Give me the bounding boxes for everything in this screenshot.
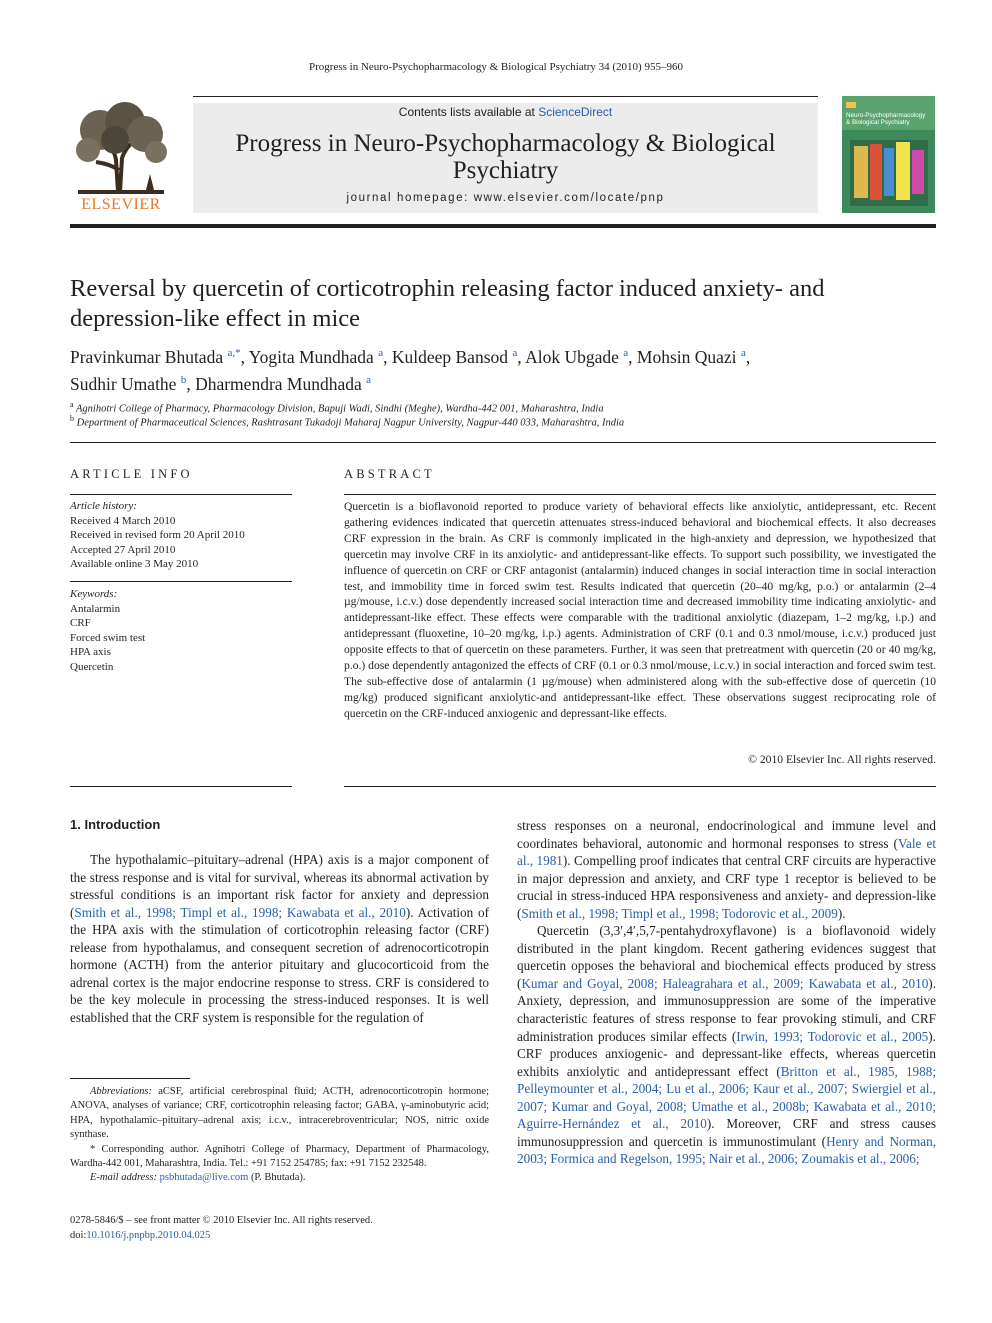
history-online: Available online 3 May 2010: [70, 558, 199, 570]
doi-line: [70, 1229, 489, 1244]
journal-homepage[interactable]: journal homepage: www.elsevier.com/locate/pnp: [346, 192, 665, 204]
author-separator: ,: [517, 346, 526, 367]
author-name: Kuldeep Bansod: [391, 346, 513, 367]
article-info-rule: [70, 494, 292, 495]
sciencedirect-link[interactable]: ScienceDirect: [538, 105, 613, 119]
body-text: Quercetin (3,3′,4′,5,7-pentahydroxyflavone) is a bioflavonoid widely distributed in the plant kingdom. Recent gathering evidences suggest that quercetin opposes the behavioral and biochemical effects produced by stress (: [517, 923, 936, 991]
abstract-copyright: © 2010 Elsevier Inc. All rights reserved.: [748, 753, 936, 766]
journal-cover-thumbnail: [842, 96, 935, 213]
history-label: Article history:: [70, 500, 137, 512]
masthead-rule: [70, 224, 936, 228]
author-name: Pravinkumar Bhutada: [70, 346, 228, 367]
introduction-heading: 1. Introduction: [70, 817, 161, 832]
email-label: E-mail address:: [90, 1172, 157, 1184]
journal-title-line2: Psychiatry: [452, 157, 559, 184]
citation-link[interactable]: Smith et al., 1998; Timpl et al., 1998; Kawabata et al., 2010: [74, 904, 406, 920]
body-text: ). Anxiety, depression, and immunosuppression are some of the imperative characteristic features of stress response to fear provoking stimuli, and CRF administration produces similar effects (: [517, 975, 936, 1044]
history-received: Received 4 March 2010: [70, 514, 176, 527]
history-accepted: Accepted 27 April 2010: [70, 543, 176, 556]
footnotes: [70, 1085, 489, 1186]
abbreviations-label: Abbreviations:: [90, 1086, 153, 1097]
author-list: [70, 342, 936, 396]
keyword-item: Forced swim test: [70, 631, 146, 644]
email-footnote: [70, 1171, 489, 1185]
keyword-item: Antalarmin: [70, 602, 121, 615]
journal-title-line1: Progress in Neuro-Psychopharmacology & Biological: [235, 130, 776, 157]
contents-line: [193, 105, 818, 119]
author-name: Alok Ubgade: [525, 346, 624, 367]
intro-paragraph-1-start: [70, 851, 489, 1026]
keyword-item: HPA axis: [70, 646, 111, 658]
intro-paragraph-1-end: [517, 817, 936, 922]
affiliation-a-marker: a: [70, 400, 74, 409]
abbreviations-text: aCSF, artificial cerebrospinal fluid; ACTH, adrenocorticotropin hormone; ANOVA, analyses of variance; CRF, corticotrophin releasing factor; GABA, γ-aminobutyric acid; HPA, hypothalamic–pituitary–adrenal axis; i.c.v., intracerebroventricular; NOS, nitric oxide synthase.: [70, 1086, 489, 1141]
citation-link[interactable]: Kumar and Goyal, 2008; Haleagrahara et al., 2009; Kawabata et al., 2010: [521, 975, 929, 991]
publisher-wordmark: ELSEVIER: [81, 196, 161, 213]
author-separator: ,: [186, 373, 196, 394]
contents-prefix: Contents lists available at: [398, 105, 539, 119]
keywords: [70, 587, 292, 674]
affiliation-b-text: Department of Pharmaceutical Sciences, Rashtrasant Tukadoji Maharaj Nagpur University, Nagpur-440 033, Maharashtra, India: [76, 417, 625, 429]
body-column-left: [70, 851, 489, 1026]
intro-paragraph-2: [517, 922, 936, 1168]
author-separator: ,: [745, 346, 751, 367]
author-separator: ,: [240, 346, 249, 367]
author-name: Mohsin Quazi: [636, 346, 741, 367]
affiliation-a: [70, 400, 936, 415]
author-affiliation-marker[interactable]: a: [623, 347, 629, 359]
citation-link[interactable]: Irwin, 1993; Todorovic et al., 2005: [736, 1028, 929, 1044]
cover-title-line2: & Biological Psychiatry: [846, 119, 910, 126]
keywords-rule: [70, 581, 292, 582]
author-line-2: [70, 369, 936, 396]
article-info-heading: ARTICLE INFO: [70, 467, 193, 481]
abstract-heading: ABSTRACT: [344, 467, 435, 481]
body-text: ).: [837, 905, 846, 921]
doi-link[interactable]: 10.1016/j.pnpbp.2010.04.025: [86, 1229, 211, 1241]
body-text: ). Compelling proof indicates that central CRF circuits are hyperactive in major depression and anxiety, and CRF type 1 receptor is believed to be crucial in stress-induced HPA responsiveness and anxiety- and depression-like (: [517, 853, 936, 921]
abstract-rule: [344, 494, 936, 495]
issn-line: 0278-5846/$ – see front matter © 2010 Elsevier Inc. All rights reserved.: [70, 1215, 373, 1226]
author-affiliation-marker[interactable]: a: [740, 347, 746, 359]
keyword-item: Quercetin: [70, 660, 114, 673]
affiliation-a-text: Agnihotri College of Pharmacy, Pharmacology Division, Bapuji Wadi, Sindhi (Meghe), Wardha-442 001, Maharashtra, India: [76, 403, 604, 415]
body-column-right: [517, 817, 936, 1168]
corresponding-author-footnote: * Corresponding author. Agnihotri College of Pharmacy, Department of Pharmacology, Wardha-442 001, Maharashtra, India. Tel.: +91 7152 254785; fax: +91 7152 232548.: [70, 1143, 489, 1170]
article-title-line2: depression-like effect in mice: [70, 305, 361, 332]
info-bottom-rule: [70, 786, 292, 787]
citation-link[interactable]: Britton et al., 1985, 1988; Pelleymounter et al., 2004; Lu et al., 2006; Kaur et al., 2007; Swiergiel et al., 2007; Kumar and Goyal, 2008; Umathe et al., 2008b; Kawabata et al., 2010; Aguirre-Hernández et al., 2010: [517, 1063, 936, 1132]
citation-link[interactable]: Vale et al., 1981: [517, 835, 936, 869]
author-affiliation-marker[interactable]: a,*: [227, 347, 241, 359]
history-revised: Received in revised form 20 April 2010: [70, 529, 245, 541]
body-text: ). Moreover, CRF and stress causes immunosuppression and quercetin is immunostimulant (: [517, 1116, 936, 1149]
keyword-item: CRF: [70, 617, 91, 629]
author-name: Dharmendra Mundhada: [195, 373, 367, 394]
body-text: ). CRF produces anxiogenic- and depressant-like effects, whereas quercetin exhibits anxiolytic and antidepressant effect (: [517, 1028, 936, 1079]
cover-title-line1: Neuro-Psychopharmacology: [846, 112, 926, 119]
author-name: Sudhir Umathe: [70, 373, 181, 394]
affiliation-b-marker: b: [70, 414, 74, 423]
abbreviations-footnote: [70, 1085, 489, 1143]
author-affiliation-marker[interactable]: b: [180, 373, 187, 386]
abstract-text: Quercetin is a bioflavonoid reported to produce variety of behavioral effects like anxiolytic, antidepressant, etc. Recent gathering evidences indicated that quercetin attenuates stress-induced behavioral and biochemical effects. It also decreases CRF expression in the brain. As CRF is commonly implicated in the high-anxiety and depression, we hypothesized that quercetin may involve CRF in its anxiolytic- and antidepressant-like effects. To support such possibility, we investigated the influence of quercetin on CRF or CRF antagonist (antalarmin) induced changes in social interaction time in social interaction test, and immobility time in forced swim test. Results indicated that quercetin (20–40 mg/kg, p.o.) or antalarmin (2–4 µg/mouse, i.c.v.) dose dependently increased social interaction time and decreased immobility time indicating anxiolytic- and antidepressant-like effect. These effects were comparable with the traditional anxiolytic (diazepam, 1–2 mg/kg, i.p.) and antidepressant (fluoxetine, 10–20 mg/kg, i.p.) agents. Administration of CRF (0.1 and 0.3 nmol/mouse, i.c.v.) produced just opposite effects to that of quercetin on these parameters. Further, it was seen that pretreatment with quercetin (20 or 40 mg/kg, p.o.) dose dependently antagonized the effects of CRF (0.1 or 0.3 nmol/mouse, i.c.v.) in social interaction and forced swim test. The sub-effective dose of antalarmin (1 µg/mouse) when administered along with the sub-effective dose of quercetin (10 mg/kg) produced significant anxiolytic-and antidepressant-like effect. These observations suggest reciprocating role of quercetin on the CRF-induced anxiogenic and depressant-like effects.: [344, 500, 936, 720]
front-matter-meta: [70, 1214, 489, 1243]
author-line-1: [70, 342, 936, 369]
author-affiliation-marker[interactable]: a: [512, 347, 518, 359]
author-affiliation-marker[interactable]: a: [366, 373, 372, 386]
author-name: Yogita Mundhada: [248, 346, 379, 367]
doi-prefix: doi:: [70, 1229, 87, 1241]
article-title: [70, 274, 936, 334]
article-history: [70, 499, 292, 572]
body-text: The hypothalamic–pituitary–adrenal (HPA) axis is a major component of the stress response and is vital for survival, whereas its abnormal activation by stressful conditions is an important risk factor for anxiety and depression (: [70, 852, 489, 920]
abstract-bottom-rule: [344, 786, 936, 787]
body-text: stress responses on a neuronal, endocrinological and immune level and coordinates behavioral, autonomic and hormonal responses to stress (: [517, 818, 936, 851]
masthead-top-rule: [193, 96, 818, 97]
body-text: ). Activation of the HPA axis with the stimulation of corticotrophin releasing factor (CRF) release from hypothalamus, and consequent secretion of adrenocorticotropin hormone (ACTH) from the anterior pituitary and glucocorticoid from the adrenal cortex is the major endocrine response to stress. CRF is considered to be the key molecule in processing the stress-induced responses. It is well established that the CRF system is responsible for the regulation of: [70, 904, 489, 1025]
journal-title: [193, 130, 818, 184]
citation-link[interactable]: Smith et al., 1998; Timpl et al., 1998; Todorovic et al., 2009: [521, 905, 838, 921]
header-divider: [70, 442, 936, 443]
author-separator: ,: [383, 346, 392, 367]
affiliation-b: [70, 414, 936, 429]
footnote-rule: [70, 1078, 190, 1079]
author-separator: ,: [628, 346, 637, 367]
keywords-label: Keywords:: [70, 588, 118, 600]
email-link[interactable]: psbhutada@live.com: [159, 1172, 249, 1184]
citation-link[interactable]: Henry and Norman, 2003; Formica and Regelson, 1995; Nair et al., 2006; Zoumakis et al., 2006;: [517, 1133, 936, 1167]
running-head: Progress in Neuro-Psychopharmacology & Biological Psychiatry 34 (2010) 955–960: [309, 61, 683, 73]
author-affiliation-marker[interactable]: a: [378, 347, 384, 359]
article-title-line1: Reversal by quercetin of corticotrophin releasing factor induced anxiety- and: [70, 275, 825, 302]
email-suffix: (P. Bhutada).: [248, 1172, 306, 1184]
